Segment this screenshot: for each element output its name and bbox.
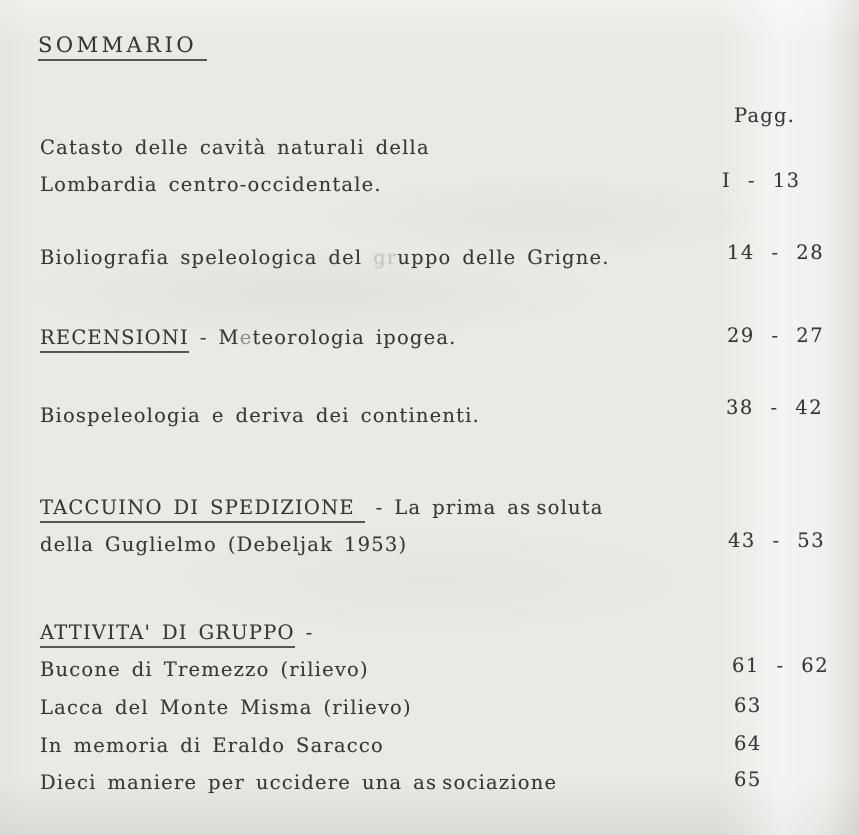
page-range-bucone: 61 - 62 xyxy=(732,654,830,677)
recensioni-separator: - xyxy=(188,326,219,349)
recensioni-text-faded: e xyxy=(239,326,253,349)
page-range-taccuino: 43 - 53 xyxy=(728,529,826,552)
toc-entry-taccuino-line2: della Guglielmo (Debeljak 1953) xyxy=(40,533,408,556)
bibliografia-text-before: Bioliografia speleologica del xyxy=(40,246,374,269)
attivita-item-memoria: In memoria di Eraldo Saracco xyxy=(40,734,384,757)
attivita-item-lacca: Lacca del Monte Misma (rilievo) xyxy=(40,696,412,719)
page-range-dieci-maniere: 65 xyxy=(734,768,762,791)
page-range-lacca: 63 xyxy=(734,694,762,717)
page-range-recensioni: 29 - 27 xyxy=(727,324,825,347)
bibliografia-text-faded: gr xyxy=(373,246,398,269)
recensioni-text-after: teorologia ipogea. xyxy=(252,326,457,349)
attivita-item-bucone: Bucone di Tremezzo (rilievo) xyxy=(40,658,369,681)
page-range-memoria: 64 xyxy=(734,732,762,755)
attivita-dash: - xyxy=(294,621,314,644)
attivita-item-dieci-maniere: Dieci maniere per uccidere una as sociazione xyxy=(40,771,558,794)
recensioni-text-before: M xyxy=(218,326,240,349)
toc-section-attivita xyxy=(40,621,313,644)
taccuino-heading: TACCUINO DI SPEDIZIONE xyxy=(40,496,365,523)
attivita-heading: ATTIVITA' DI GRUPPO xyxy=(40,621,295,648)
recensioni-heading: RECENSIONI xyxy=(40,326,189,353)
toc-entry-taccuino-line1 xyxy=(40,496,604,519)
taccuino-text-rest: - La prima as soluta xyxy=(364,496,604,519)
toc-entry-recensioni xyxy=(40,326,457,349)
toc-entry-bibliografia xyxy=(40,246,610,269)
page-range-catasto: I - 13 xyxy=(722,169,801,192)
toc-entry-catasto-line1: Catasto delle cavità naturali della xyxy=(40,136,430,159)
page-range-biospeleologia: 38 - 42 xyxy=(726,396,824,419)
page-title-text: SOMMARIO xyxy=(38,33,207,61)
bibliografia-text-after: uppo delle Grigne. xyxy=(397,246,610,269)
toc-entry-catasto-line2: Lombardia centro-occidentale. xyxy=(40,173,382,196)
toc-entry-biospeleologia: Biospeleologia e deriva dei continenti. xyxy=(40,404,481,427)
pages-column-header: Pagg. xyxy=(734,104,796,127)
page-title xyxy=(38,33,207,57)
page-range-bibliografia: 14 - 28 xyxy=(727,241,825,264)
